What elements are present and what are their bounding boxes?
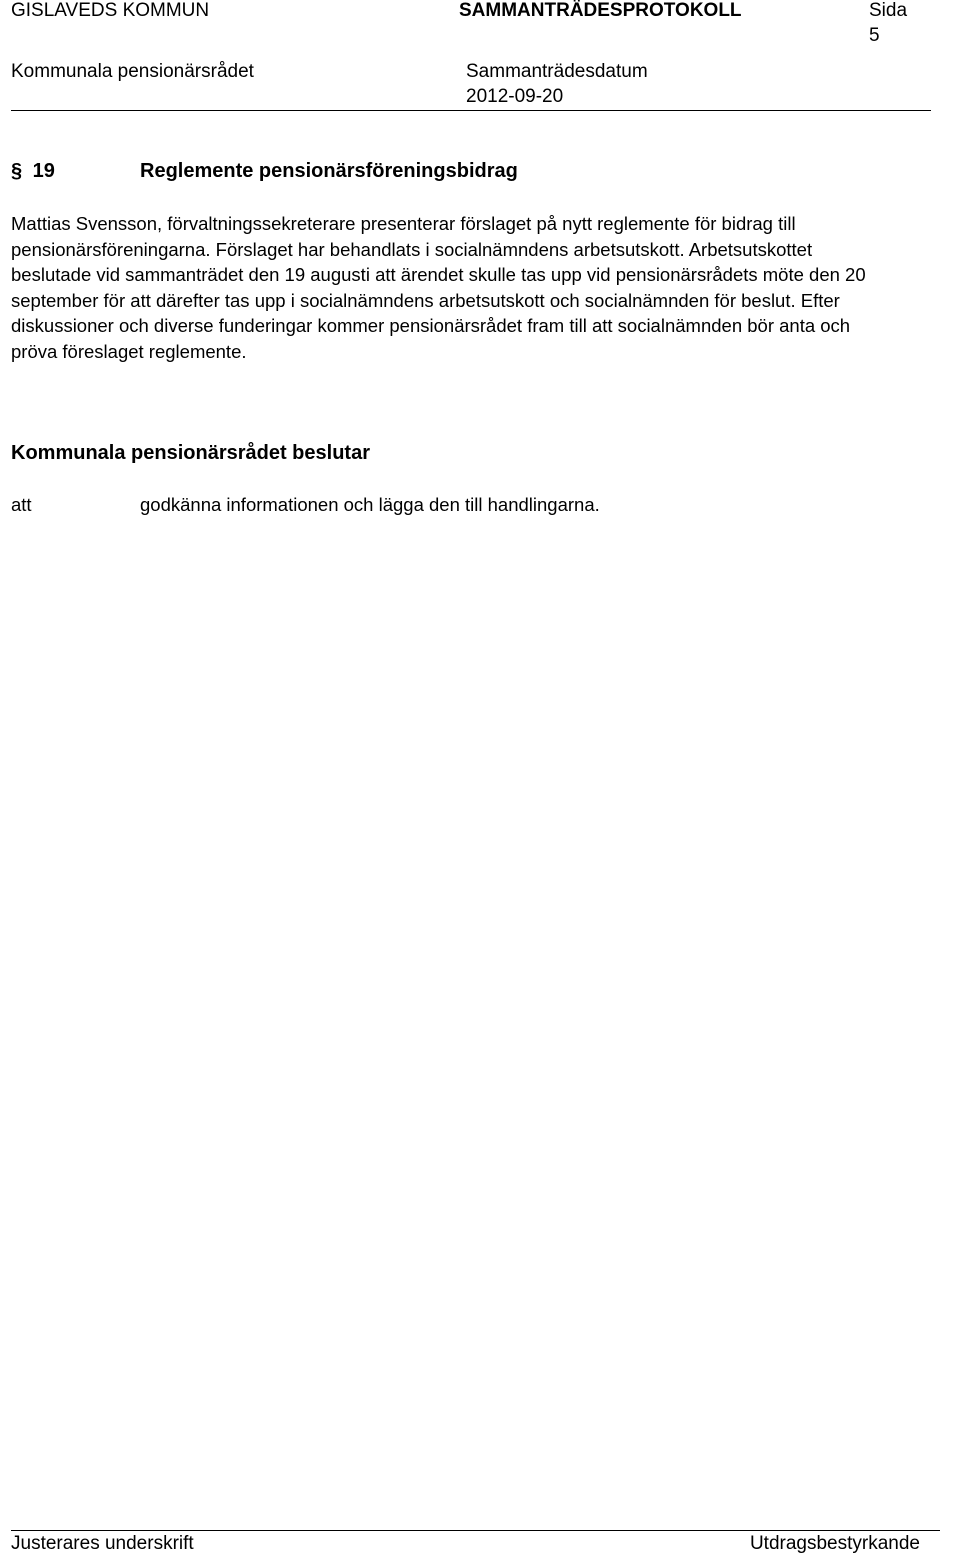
section-heading (11, 160, 55, 183)
section-title: Reglemente pensionärsföreningsbidrag (140, 160, 518, 182)
section-symbol: § (11, 160, 23, 182)
body-line: diskussioner och diverse funderingar kommer pensionärsrådet fram till att socialnämnden bör anta och (11, 315, 851, 337)
decision-prefix: att (11, 494, 32, 515)
footer-rule (11, 1530, 940, 1531)
body-line: september för att därefter tas upp i socialnämndens arbetsutskott och socialnämnden för beslut. Efter (11, 289, 840, 311)
signature-label: Justerares underskrift (11, 1533, 194, 1554)
section-number: 19 (32, 160, 55, 182)
decision-text: godkänna informationen och lägga den till handlingarna. (140, 494, 600, 515)
section-body (11, 211, 943, 365)
document-type: SAMMANTRÄDESPROTOKOLL (459, 0, 742, 21)
body-line: beslutade vid sammanträdet den 19 augusti att ärendet skulle tas upp vid pensionärsrådets möte den 20 (11, 264, 866, 286)
decision-heading: Kommunala pensionärsrådet beslutar (11, 442, 370, 464)
date-value: 2012-09-20 (466, 86, 564, 107)
body-line: pröva föreslaget reglemente. (11, 340, 247, 362)
body-line: pensionärsföreningarna. Förslaget har behandlats i socialnämndens arbetsutskott. Arbetsutskottet (11, 238, 813, 260)
date-label: Sammanträdesdatum (466, 61, 648, 82)
body-line: Mattias Svensson, förvaltningssekreterare presenterar förslaget på nytt reglemente för bidrag till (11, 213, 796, 234)
certification-label: Utdragsbestyrkande (749, 1533, 920, 1554)
page-label: Sida (869, 0, 908, 21)
organization-name: GISLAVEDS KOMMUN (11, 0, 210, 21)
committee-name: Kommunala pensionärsrådet (11, 61, 254, 82)
page-number: 5 (869, 25, 880, 46)
header-rule (11, 110, 931, 111)
